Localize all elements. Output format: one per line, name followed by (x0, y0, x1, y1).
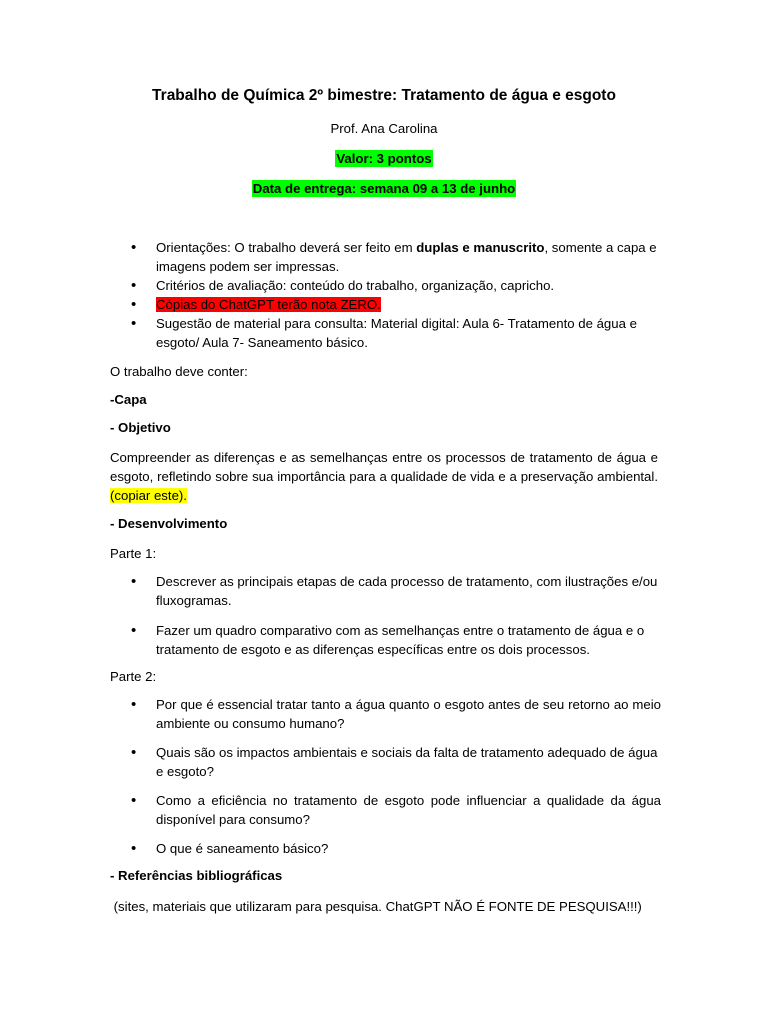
list-item: • O que é saneamento básico? (131, 839, 661, 858)
referencias-heading: - Referências bibliográficas (110, 868, 283, 883)
list-item-criterios: • Critérios de avaliação: conteúdo do trabalho, organização, capricho. (131, 276, 661, 295)
due-date-line (0, 179, 768, 198)
parte1-label: Parte 1: (110, 546, 157, 561)
objetivo-text: Compreender as diferenças e as semelhanças entre os processos de tratamento de água e esgoto, refletindo sobre sua importância para a qualidade de vida e a preservação ambiental. (copiar este). (110, 450, 658, 503)
list-item: • Quais são os impactos ambientais e sociais da falta de tratamento adequado de água e esgoto? (131, 743, 661, 781)
parte2-label: Parte 2: (110, 669, 157, 684)
objetivo-heading: - Objetivo (110, 420, 171, 435)
list-item-orientacoes: • Orientações: O trabalho deverá ser feito em duplas e manuscrito, somente a capa e imagens podem ser impressas. (131, 238, 661, 276)
value-highlight: Valor: 3 pontos (336, 151, 432, 166)
page-title: Trabalho de Química 2º bimestre: Tratamento de água e esgoto (152, 87, 616, 104)
due-date-highlight: Data de entrega: semana 09 a 13 de junho (252, 181, 516, 196)
list-item: • Fazer um quadro comparativo com as semelhanças entre o tratamento de água e o tratamento de esgoto e as diferenças específicas entre os dois processos. (131, 621, 661, 659)
instructions-list (131, 238, 661, 352)
capa-heading: -Capa (110, 392, 147, 407)
list-item-chatgpt-warning (131, 295, 661, 314)
list-item-sugestao: • Sugestão de material para consulta: Material digital: Aula 6- Tratamento de água e esgoto/ Aula 7- Saneamento básico. (131, 314, 661, 352)
list-item: • Como a eficiência no tratamento de esgoto pode influenciar a qualidade da água disponível para consumo? (131, 791, 661, 829)
list-item: • Por que é essencial tratar tanto a água quanto o esgoto antes de seu retorno ao meio ambiente ou consumo humano? (131, 695, 661, 733)
copy-note-highlight: (copiar este). (110, 488, 187, 503)
intro-text: O trabalho deve conter: (110, 364, 248, 379)
parte1-list (131, 572, 661, 659)
parte2-list (131, 695, 661, 858)
chatgpt-warning-highlight: Cópias do ChatGPT terão nota ZERO. (156, 297, 381, 312)
value-line (0, 149, 768, 168)
referencias-text: (sites, materiais que utilizaram para pesquisa. ChatGPT NÃO É FONTE DE PESQUISA!!!) (110, 899, 642, 914)
professor-name: Prof. Ana Carolina (330, 121, 438, 136)
list-item: • Descrever as principais etapas de cada processo de tratamento, com ilustrações e/ou fluxogramas. (131, 572, 661, 610)
desenvolvimento-heading: - Desenvolvimento (110, 516, 228, 531)
